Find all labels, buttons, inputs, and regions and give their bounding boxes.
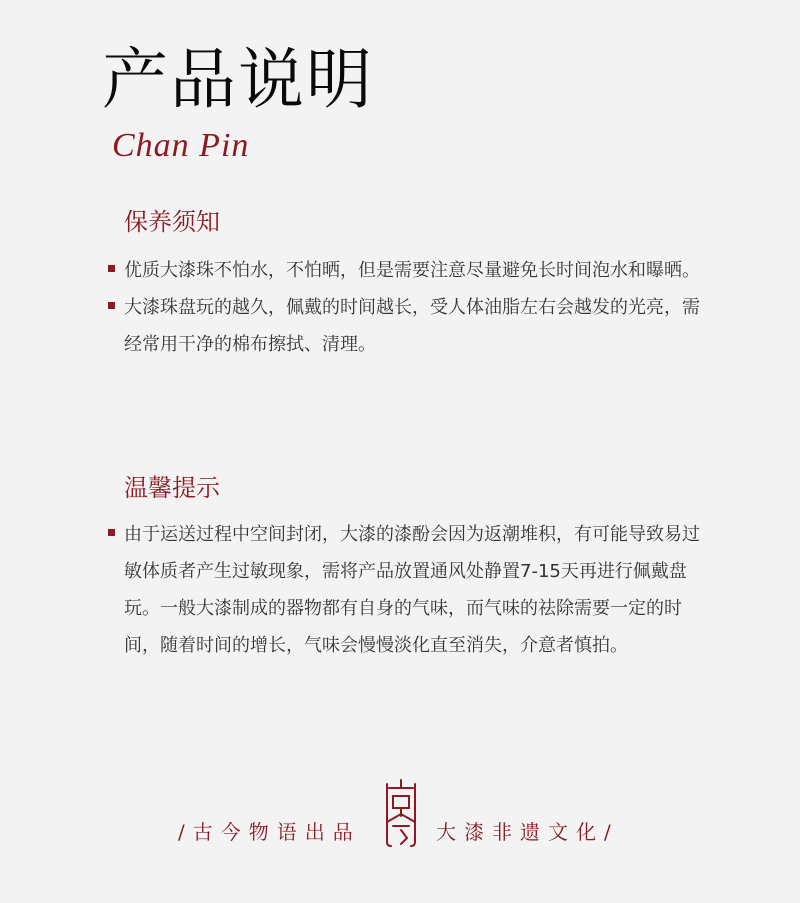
page-subtitle: Chan Pin	[112, 127, 250, 164]
bullet-icon	[108, 302, 115, 309]
page-title: 产品说明	[102, 41, 374, 118]
footer-brand: /古今物语出品	[178, 820, 361, 844]
list-item-text: 优质大漆珠不怕水，不怕晒，但是需要注意尽量避免长时间泡水和曝晒。	[124, 260, 700, 281]
care-list	[106, 252, 706, 363]
tips-list	[106, 516, 706, 664]
list-item-text: 大漆珠盘玩的越久，佩戴的时间越长，受人体油脂左右会越发的光亮，需经常用干净的棉布擦拭、清理。	[124, 297, 700, 355]
bullet-icon	[108, 529, 115, 536]
list-item	[106, 252, 706, 289]
list-item	[106, 516, 706, 664]
bullet-icon	[108, 265, 115, 272]
list-item	[106, 289, 706, 363]
list-item-text: 由于运送过程中空间封闭，大漆的漆酚会因为返潮堆积，有可能导致易过敏体质者产生过敏现象，需将产品放置通风处静置7-15天再进行佩戴盘玩。一般大漆制成的器物都有自身的气味，而气味的祛除需要一定的时间，随着时间的增长，气味会慢慢淡化直至消失，介意者慎拍。	[124, 524, 700, 656]
footer-culture: 大漆非遗文化/	[436, 820, 619, 844]
seal-logo-icon	[383, 778, 419, 848]
section-heading-care: 保养须知	[124, 208, 220, 236]
section-heading-tips: 温馨提示	[124, 474, 220, 502]
footer	[0, 778, 800, 850]
